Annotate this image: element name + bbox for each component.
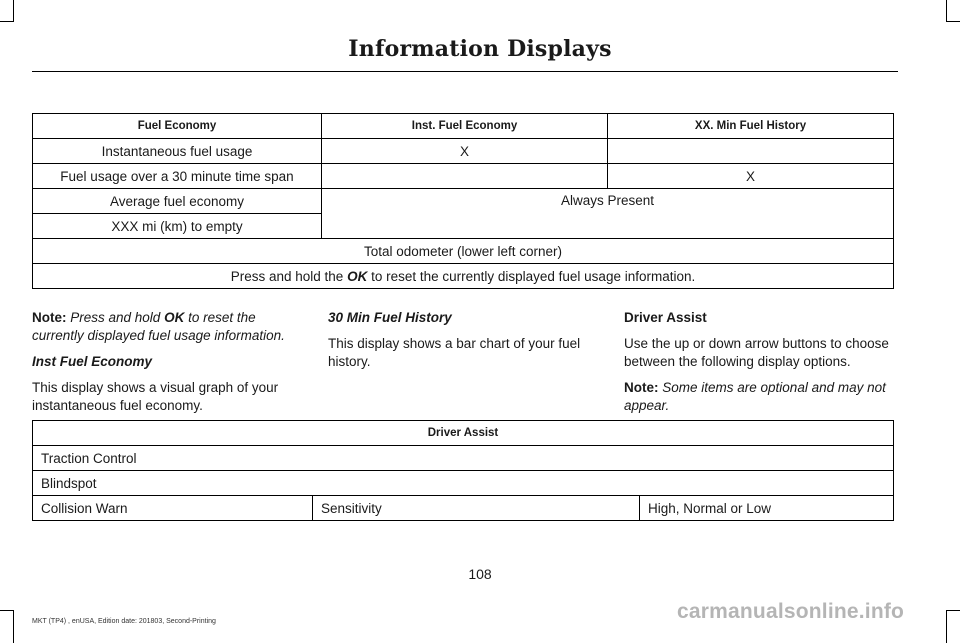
crop-mark — [946, 21, 960, 22]
table-cell: Instantaneous fuel usage — [33, 139, 322, 164]
press-hold-post: to reset the currently displayed fuel usage information. — [367, 268, 696, 284]
table-cell — [322, 164, 608, 189]
column-header: Fuel Economy — [33, 114, 322, 139]
note-paragraph — [624, 379, 900, 415]
table-cell: Total odometer (lower left corner) — [33, 239, 894, 264]
crop-mark — [13, 0, 14, 22]
table-row — [33, 164, 894, 189]
section-heading: Inst Fuel Economy — [32, 354, 153, 369]
crop-mark — [946, 610, 960, 611]
table-cell: Sensitivity — [313, 496, 640, 521]
body-text: This display shows a bar chart of your fuel history. — [328, 336, 581, 369]
always-present-cell: Always Present — [322, 189, 894, 239]
driver-assist-table — [32, 420, 894, 521]
table-row — [33, 496, 894, 521]
title-divider — [32, 71, 898, 72]
body-text: Use the up or down arrow buttons to choose between the following display options. — [624, 336, 889, 369]
fuel-economy-table — [32, 113, 894, 289]
edition-footer: MKT (TP4) , enUSA, Edition date: 201803, Second-Printing — [32, 618, 216, 625]
table-cell: Fuel usage over a 30 minute time span — [33, 164, 322, 189]
ok-key-label: OK — [347, 268, 368, 284]
column-header: Inst. Fuel Economy — [322, 114, 608, 139]
body-text: This display shows a visual graph of your instantaneous fuel economy. — [32, 380, 279, 413]
note-label: Note: — [624, 380, 659, 395]
table-cell: X — [322, 139, 608, 164]
note-text: to reset the currently displayed fuel usage information. — [32, 310, 285, 343]
note-label: Note: — [32, 310, 67, 325]
table-header-row — [33, 114, 894, 139]
table-row — [33, 264, 894, 289]
table-header-row — [33, 421, 894, 446]
table-cell: Blindspot — [33, 471, 894, 496]
page-number: 108 — [468, 566, 492, 582]
crop-mark — [0, 21, 14, 22]
column-header: XX. Min Fuel History — [608, 114, 894, 139]
table-cell: Collision Warn — [33, 496, 313, 521]
note-text: Some items are optional and may not appear. — [624, 380, 886, 413]
table-cell: Traction Control — [33, 446, 894, 471]
crop-mark — [13, 610, 14, 643]
press-hold-pre: Press and hold the — [230, 268, 348, 284]
table-cell: High, Normal or Low — [640, 496, 894, 521]
table-row — [33, 139, 894, 164]
note-text: Press and hold — [66, 310, 165, 325]
table-row — [33, 189, 894, 214]
table-cell: X — [608, 164, 894, 189]
table-cell — [33, 264, 894, 289]
column-inst-fuel-economy — [32, 309, 308, 423]
table-row — [33, 446, 894, 471]
crop-mark — [946, 0, 947, 22]
table-cell: XXX mi (km) to empty — [33, 214, 322, 239]
table-cell: Average fuel economy — [33, 189, 322, 214]
crop-mark — [0, 610, 14, 611]
section-heading: Driver Assist — [624, 310, 707, 325]
crop-mark — [946, 610, 947, 643]
section-heading: 30 Min Fuel History — [328, 310, 452, 325]
watermark: carmanualsonline.info — [677, 600, 905, 623]
column-header: Driver Assist — [33, 421, 894, 446]
ok-key-label: OK — [164, 310, 185, 325]
column-driver-assist — [624, 309, 900, 423]
page-title: Information Displays — [348, 36, 612, 62]
note-paragraph — [32, 309, 308, 345]
table-cell — [608, 139, 894, 164]
table-row — [33, 471, 894, 496]
column-30-min-fuel-history — [328, 309, 604, 379]
table-row — [33, 239, 894, 264]
